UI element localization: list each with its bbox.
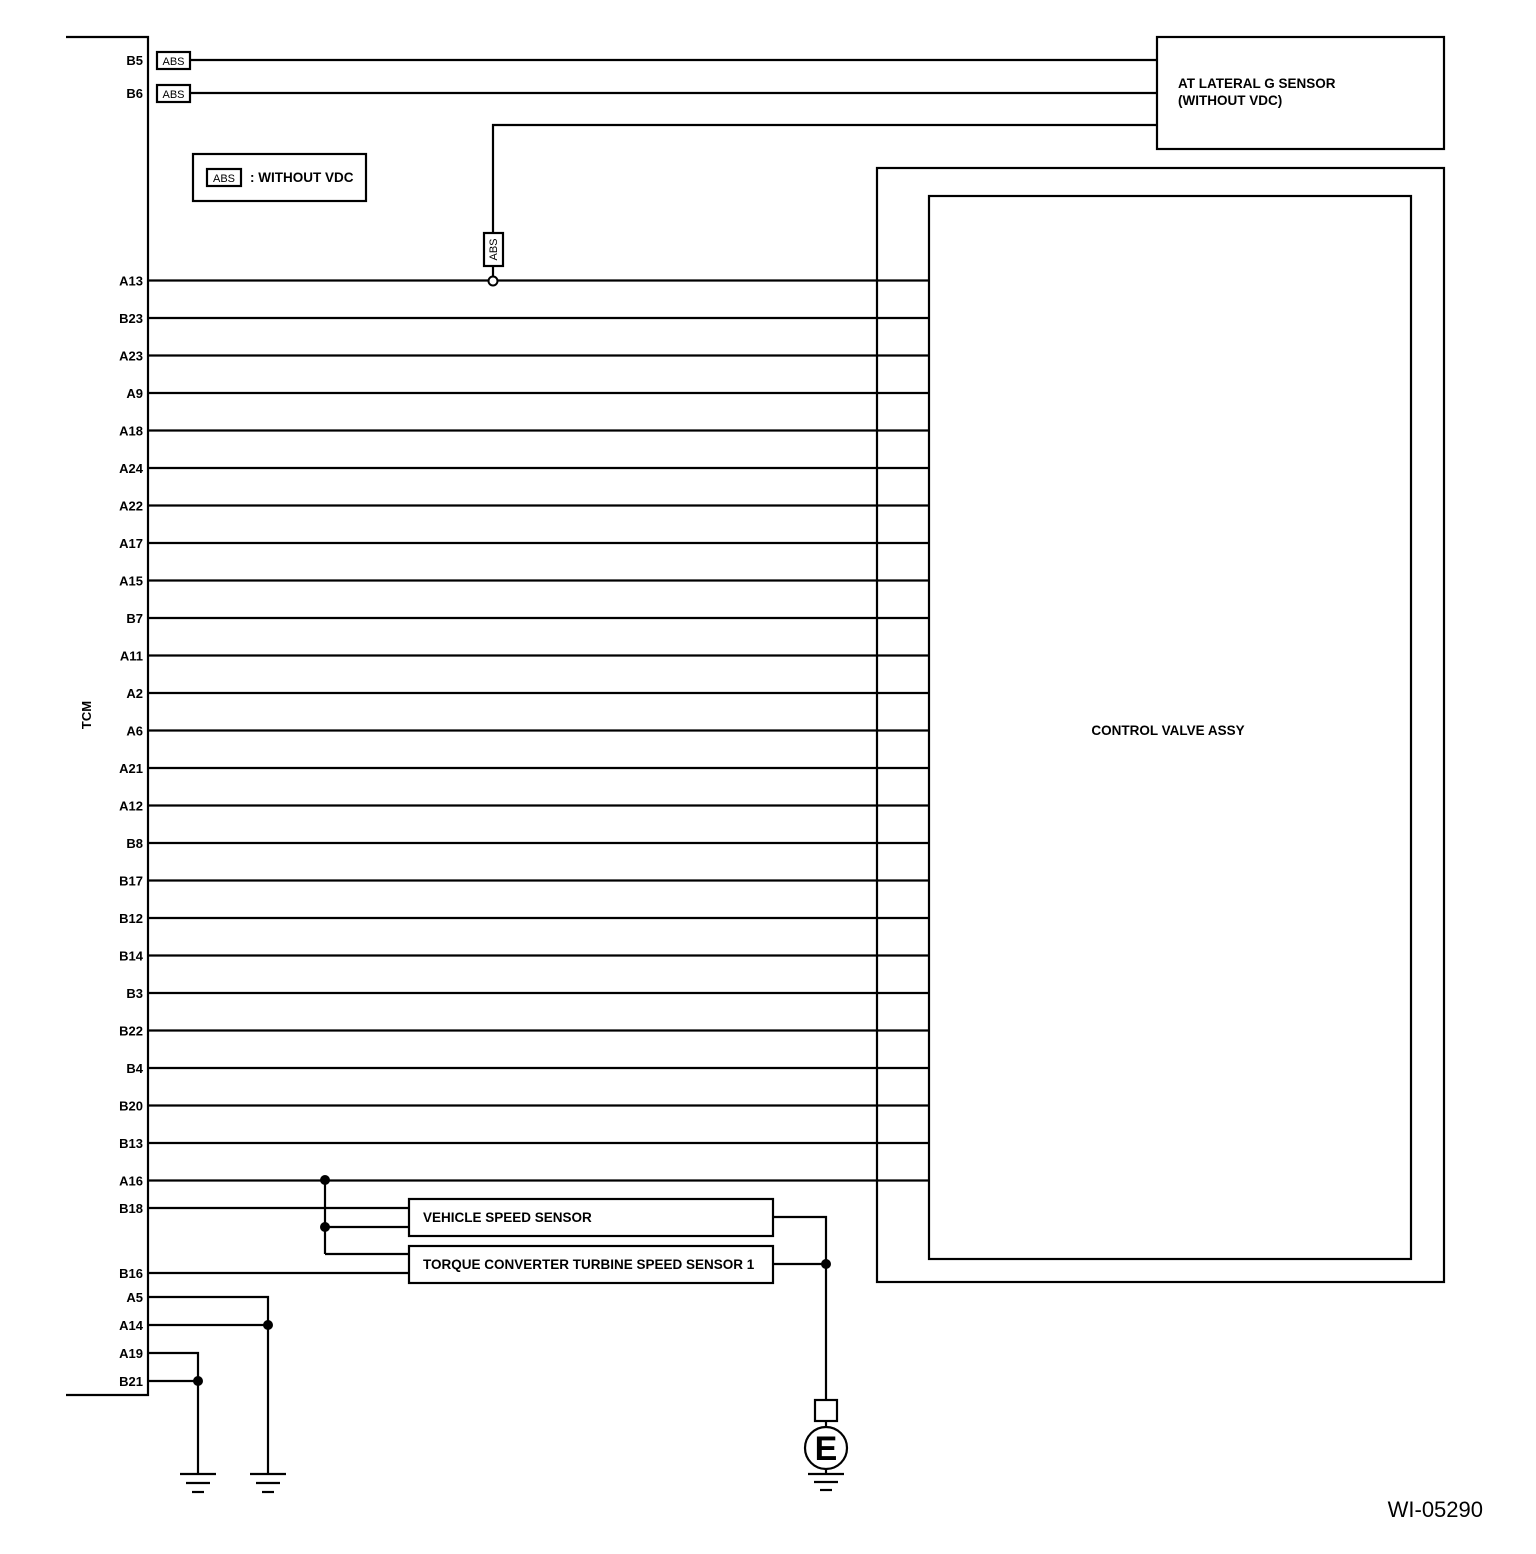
pin-label: B4: [126, 1061, 143, 1076]
pin-label: B21: [119, 1374, 143, 1389]
drawing-code: WI-05290: [1387, 1497, 1483, 1522]
earth-letter: E: [814, 1430, 838, 1468]
earth-connector: [815, 1400, 837, 1421]
pin-label: B5: [126, 53, 143, 68]
junction-shield: [320, 1222, 330, 1232]
pin-label: A16: [119, 1173, 143, 1189]
pin-label: A19: [119, 1346, 143, 1361]
junction-a16: [320, 1175, 330, 1185]
pin-label: A14: [119, 1318, 143, 1333]
turbine-speed-sensor-label: TORQUE CONVERTER TURBINE SPEED SENSOR 1: [423, 1257, 755, 1272]
pin-label: A13: [119, 273, 143, 289]
abs-tag-vertical-text: ABS: [488, 238, 500, 261]
pin-label: A17: [119, 536, 143, 551]
abs-tag-b6-text: ABS: [162, 89, 185, 101]
pin-label: A18: [119, 423, 143, 439]
pin-label: B23: [119, 311, 143, 326]
pin-label: A6: [126, 723, 143, 739]
pin-label: B20: [119, 1098, 143, 1114]
pin-label: A21: [119, 761, 143, 776]
wire-a19: [148, 1353, 198, 1474]
pin-label: B6: [126, 86, 143, 101]
pin-label: A5: [126, 1290, 143, 1305]
pin-label: A15: [119, 573, 143, 589]
junction-b21: [193, 1376, 203, 1386]
pin-label: B12: [119, 911, 143, 926]
junction-sensor-ground: [821, 1259, 831, 1269]
pin-label: B8: [126, 836, 143, 851]
pin-label: A23: [119, 348, 143, 364]
pin-label: A2: [126, 686, 143, 701]
pin-label: B7: [126, 611, 143, 626]
pin-label: B17: [119, 873, 143, 889]
at-sensor-label-2: (WITHOUT VDC): [1178, 93, 1283, 108]
pin-label: A11: [119, 648, 143, 664]
pin-label: B3: [126, 986, 143, 1001]
tcm-label: TCM: [79, 700, 94, 730]
pin-label: A12: [119, 798, 143, 814]
pin-label: B18: [119, 1201, 143, 1216]
pin-label: A9: [126, 386, 143, 401]
pin-label: B16: [119, 1266, 143, 1281]
pin-label: B14: [119, 948, 143, 964]
legend-abs-text: ABS: [212, 173, 236, 185]
pin-label: A24: [119, 461, 143, 476]
wire-a5: [148, 1297, 268, 1474]
wire-sensor-ground: [493, 125, 1157, 233]
pin-label: B22: [119, 1023, 143, 1039]
pin-label: B13: [119, 1136, 143, 1151]
junction-a14: [263, 1320, 273, 1330]
pin-label: A22: [119, 498, 143, 514]
connector-open-dot: [489, 277, 498, 286]
control-valve-label: CONTROL VALVE ASSY: [1091, 723, 1245, 738]
abs-tag-b5-text: ABS: [162, 56, 185, 68]
at-sensor-label-1: AT LATERAL G SENSOR: [1178, 76, 1336, 91]
vehicle-speed-sensor-label: VEHICLE SPEED SENSOR: [423, 1210, 592, 1225]
sensor-ground-wire: [773, 1217, 826, 1400]
legend-text: : WITHOUT VDC: [250, 170, 354, 185]
